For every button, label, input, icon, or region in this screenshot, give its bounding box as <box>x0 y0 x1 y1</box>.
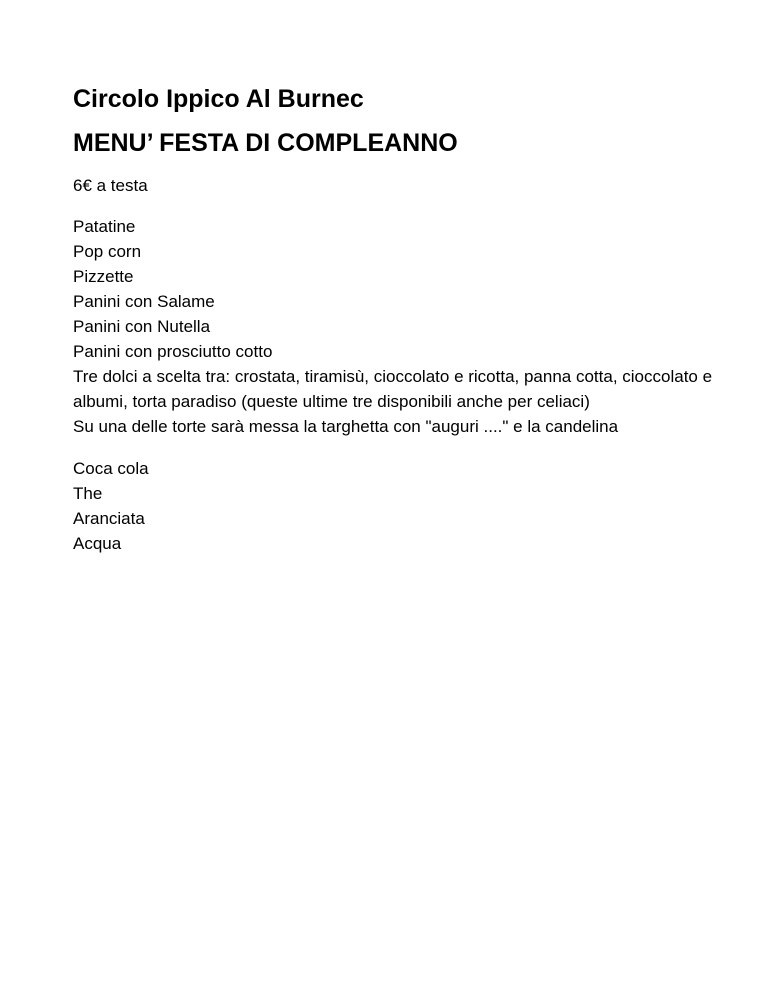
drink-item-aranciata: Aranciata <box>73 509 145 528</box>
drink-item-acqua: Acqua <box>73 534 122 553</box>
food-item-pizzette: Pizzette <box>73 267 134 286</box>
food-item-dolci: Tre dolci a scelta tra: crostata, tiramisù, cioccolato e ricotta, panna cotta, cioccolato e albumi, torta paradiso (queste ultime tre disponibili anche per celiaci) <box>73 367 713 411</box>
food-item-panini-prosciutto: Panini con prosciutto cotto <box>73 342 273 361</box>
food-item-panini-nutella: Panini con Nutella <box>73 317 211 336</box>
drink-item-coca-cola: Coca cola <box>73 459 149 478</box>
drinks-list <box>73 456 713 556</box>
food-item-torta-note: Su una delle torte sarà messa la targhetta con "auguri ...." e la candelina <box>73 417 619 436</box>
price-text: 6€ a testa <box>73 176 148 195</box>
food-list <box>73 214 713 439</box>
document-page <box>73 84 713 556</box>
venue-title: Circolo Ippico Al Burnec <box>73 85 364 113</box>
food-item-pop-corn: Pop corn <box>73 242 142 261</box>
drink-item-the: The <box>73 484 103 503</box>
food-item-panini-salame: Panini con Salame <box>73 292 215 311</box>
menu-title: MENU’ FESTA DI COMPLEANNO <box>73 129 458 157</box>
food-item-patatine: Patatine <box>73 217 136 236</box>
